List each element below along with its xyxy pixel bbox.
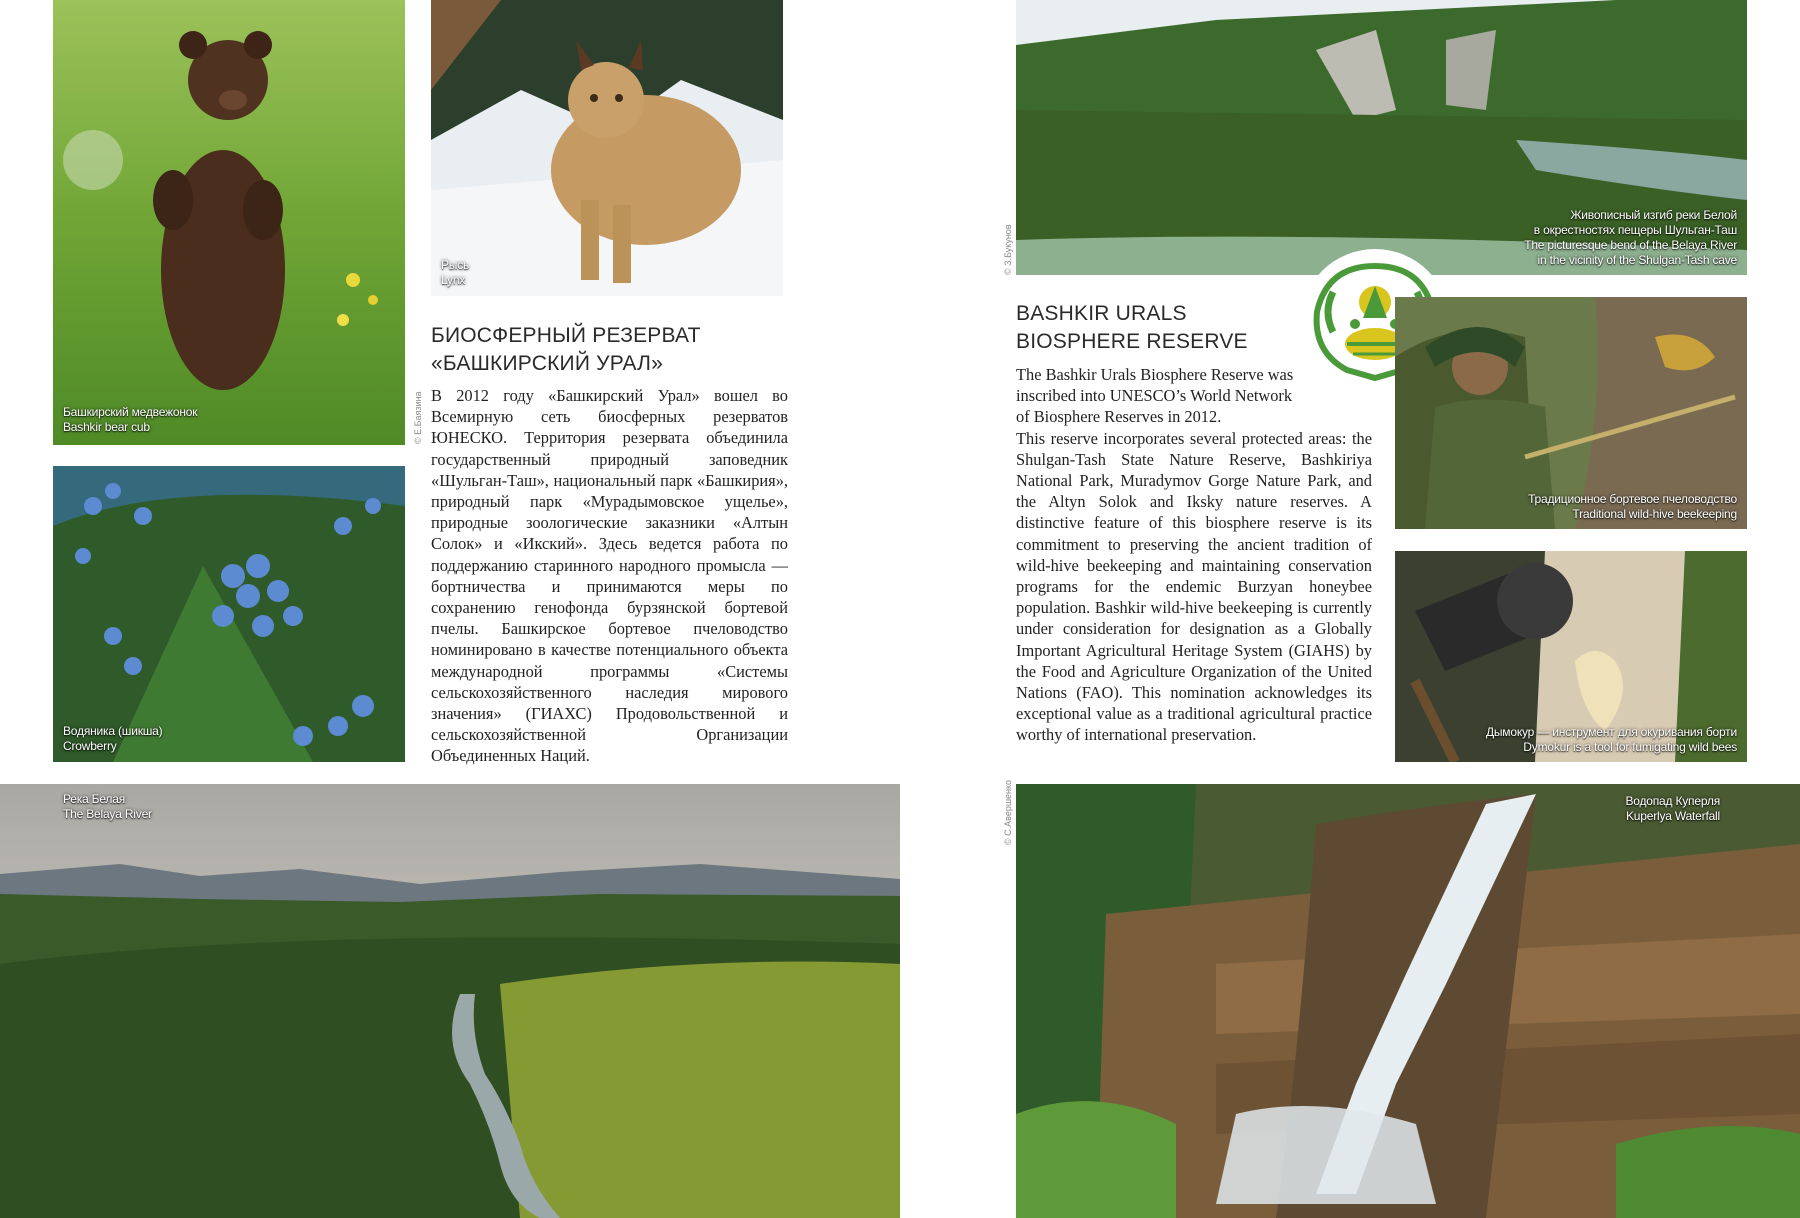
- heading-ru-line2: «БАШКИРСКИЙ УРАЛ»: [431, 352, 664, 375]
- waterfall-caption-en: Kuperlya Waterfall: [1626, 809, 1720, 823]
- river-bend-photo: [1016, 0, 1747, 275]
- crowberry-photo: [53, 466, 405, 762]
- heading-en: [1016, 300, 1248, 356]
- belaya-river-photo: [0, 784, 900, 1218]
- lynx-caption-en: Lynx: [441, 273, 466, 287]
- body-text-en: [1016, 364, 1372, 746]
- dymokur-photo: [1395, 551, 1747, 762]
- photo-credit-bottom-right: © С.Авершенко: [1003, 779, 1013, 845]
- beekeeper-photo: [1395, 297, 1747, 529]
- body-en-intro: The Bashkir Urals Biosphere Reserve was inscribed into UNESCO’s World Network of Biosphere Reserves in 2012.: [1016, 365, 1294, 427]
- beekeeper-caption-en: Traditional wild-hive beekeeping: [1572, 507, 1737, 521]
- body-en-paragraph: This reserve incorporates several protected areas: the Shulgan-Tash State Nature Reserve, Bashkiriya National Park, Muradymov Gorge Nature Park, and the Altyn Solok and Iksky nature reserves. A distinctive feature of this biosphere reserve is its commitment to preserving the ancient tradition of wild-hive beekeeping and maintaining conservation programs for the endemic Burzyan honeybee population. Bashkir wild-hive beekeeping is currently under consideration for designation as a Globally Important Agricultural Heritage System (GIAHS) by the Food and Agriculture Organization of the United Nations (FAO). This nomination acknowledges its exceptional value as a traditional agricultural practice worthy of international preservation.: [1016, 428, 1372, 745]
- river-caption-ru: Река Белая: [63, 792, 125, 806]
- river-bend-caption-en-1: The picturesque bend of the Belaya River: [1524, 238, 1737, 252]
- crowberry-caption-en: Crowberry: [63, 739, 117, 753]
- river-bend-caption-ru-1: Живописный изгиб реки Белой: [1570, 208, 1737, 222]
- heading-en-line2: BIOSPHERE RESERVE: [1016, 330, 1248, 353]
- bear-caption-ru: Башкирский медвежонок: [63, 405, 198, 419]
- crowberry-caption-ru: Водяника (шикша): [63, 724, 163, 738]
- river-bend-caption-ru-2: в окрестностях пещеры Шульган-Таш: [1533, 223, 1737, 237]
- river-caption-en: The Belaya River: [63, 807, 152, 821]
- lynx-photo: [431, 0, 783, 296]
- bear-caption-en: Bashkir bear cub: [63, 420, 150, 434]
- heading-ru-line1: БИОСФЕРНЫЙ РЕЗЕРВАТ: [431, 324, 701, 347]
- photo-credit-left: © Е.Баязина: [413, 391, 423, 444]
- waterfall-photo: [1016, 784, 1800, 1218]
- photo-credit-top-right: © З.Букунов: [1003, 224, 1013, 275]
- dymokur-caption-en: Dymokur is a tool for fumigating wild bees: [1523, 740, 1737, 754]
- beekeeper-caption-ru: Традиционное бортевое пчеловодство: [1528, 492, 1737, 506]
- heading-ru: [431, 322, 701, 378]
- bear-cub-photo: [53, 0, 405, 445]
- heading-en-line1: BASHKIR URALS: [1016, 302, 1187, 325]
- body-text-ru: [431, 385, 788, 767]
- dymokur-caption-ru: Дымокур — инструмент для окуривания борти: [1485, 725, 1737, 739]
- lynx-caption-ru: Рысь: [441, 258, 470, 272]
- river-bend-caption-en-2: in the vicinity of the Shulgan-Tash cave: [1537, 253, 1737, 267]
- body-ru-paragraph: В 2012 году «Башкирский Урал» вошел во Всемирную сеть биосферных резерватов ЮНЕСКО. Территория резервата объединила государственный природный заповедник «Шульган-Таш», национальный парк «Башкирия», природный парк «Мурадымовское ущелье», природные зоологические заказники «Алтын Солок» и «Икский». Здесь ведется работа по поддержанию старинного народного промысла — бортничества и принимаются меры по сохранению генофонда бурзянской бортевой пчелы. Башкирское бортевое пчеловодство номинировано в качестве потенциального объекта международной программы «Системы сельскохозяйственного наследия мирового значения» (ГИАХС) Продовольственной и сельскохозяйственной Организации Объединенных Наций.: [431, 386, 788, 766]
- waterfall-caption-ru: Водопад Куперля: [1625, 794, 1720, 808]
